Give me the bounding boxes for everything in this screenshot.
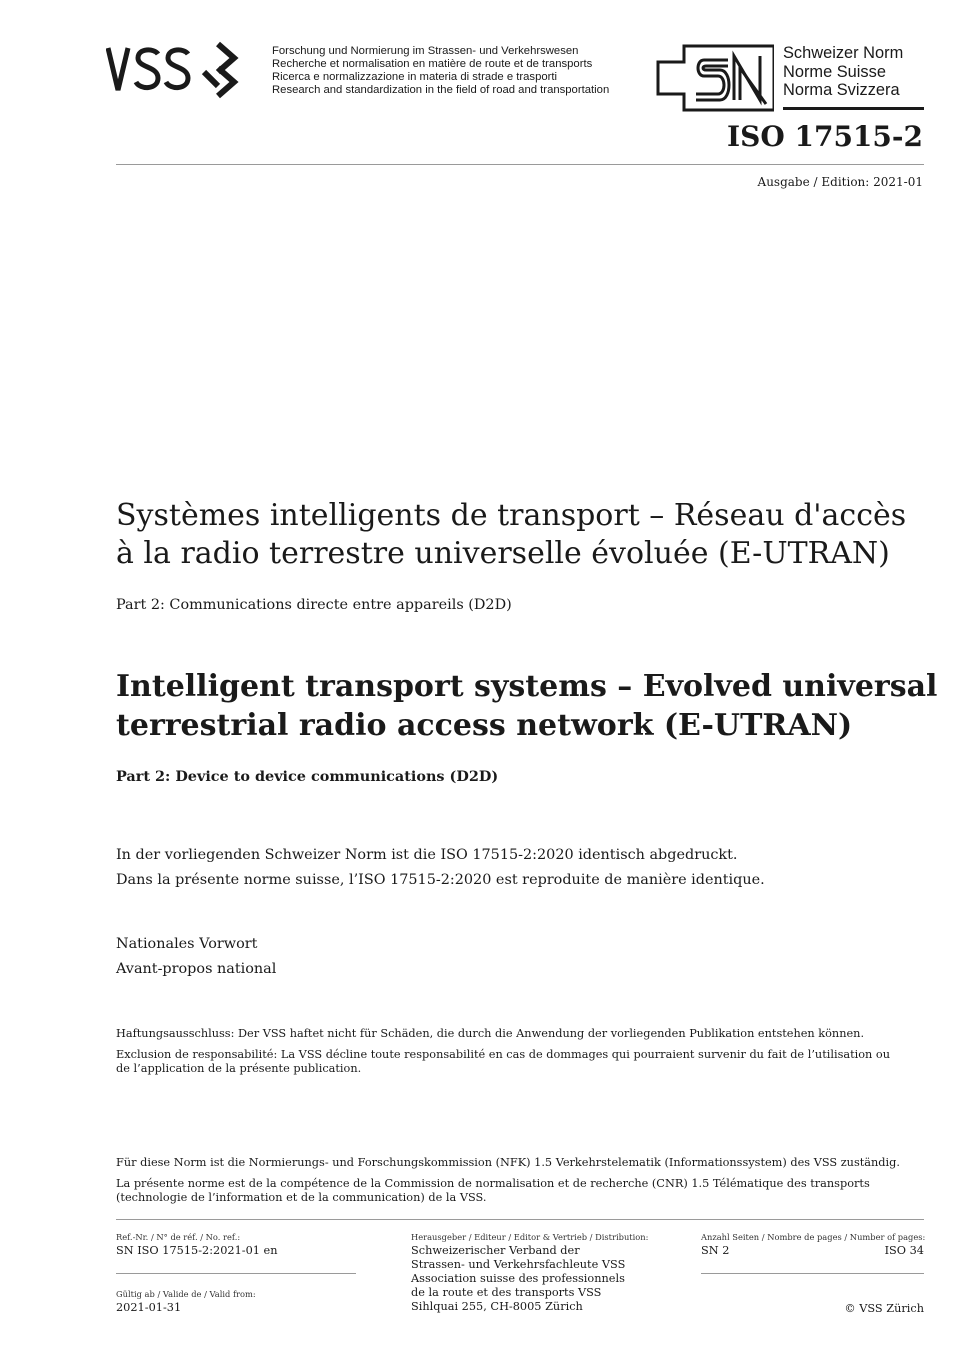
- iso-number: ISO 17515-2: [727, 120, 923, 153]
- identity-statement: [116, 843, 765, 893]
- disclaimer: [116, 1027, 906, 1083]
- national-foreword-fr: Avant-propos national: [116, 961, 277, 977]
- sn-name-fr: Norme Suisse: [783, 62, 886, 81]
- sn-names: [783, 44, 903, 100]
- vss-line-it: Ricerca e normalizzazione in materia di strade e trasporti: [272, 71, 558, 83]
- pages-label: Anzahl Seiten / Nombre de pages / Number of pages:: [701, 1232, 926, 1242]
- pages-sn: SN 2: [701, 1244, 730, 1257]
- copyright: © VSS Zürich: [844, 1302, 924, 1315]
- french-part: Part 2: Communications directe entre appareils (D2D): [116, 597, 512, 613]
- ref-value: SN ISO 17515-2:2021-01 en: [116, 1244, 278, 1257]
- national-foreword: [116, 932, 276, 982]
- edition: Ausgabe / Edition: 2021-01: [757, 175, 923, 189]
- identity-de: In der vorliegenden Schweizer Norm ist die ISO 17515-2:2020 identisch abgedruckt.: [116, 847, 738, 863]
- disclaimer-de: Haftungsausschluss: Der VSS haftet nicht für Schäden, die durch die Anwendung der vorliegenden Publikation entstehen können.: [116, 1027, 865, 1040]
- publisher-label: Herausgeber / Editeur / Editor & Vertrieb / Distribution:: [411, 1232, 649, 1242]
- ref-divider: [116, 1273, 356, 1274]
- vss-line-fr: Recherche et normalisation en matière de route et de transports: [272, 58, 593, 70]
- responsibility: [116, 1156, 916, 1212]
- vss-line-de: Forschung und Normierung im Strassen- und Verkehrswesen: [272, 45, 579, 57]
- valid-label: Gültig ab / Valide de / Valid from:: [116, 1289, 256, 1299]
- publisher-address: [411, 1244, 625, 1314]
- valid-value: 2021-01-31: [116, 1301, 182, 1314]
- national-foreword-de: Nationales Vorwort: [116, 936, 258, 952]
- publisher-line-1: Schweizerischer Verband der: [411, 1244, 580, 1257]
- identity-fr: Dans la présente norme suisse, l’ISO 17515-2:2020 est reproduite de manière identique.: [116, 872, 765, 888]
- publisher-line-5: Sihlquai 255, CH-8005 Zürich: [411, 1300, 583, 1313]
- responsibility-fr: La présente norme est de la compétence de la Commission de normalisation et de recherche (CNR) 1.5 Télématique des transports (technologie de l’information et de la communication) de la VSS.: [116, 1177, 870, 1204]
- french-title-line-1: Systèmes intelligents de transport – Réseau d'accès: [116, 498, 907, 533]
- sn-name-it: Norma Svizzera: [783, 81, 900, 100]
- english-title-line-2: terrestrial radio access network (E-UTRAN): [116, 708, 853, 743]
- sn-logo: [656, 44, 774, 112]
- ref-label: Ref.-Nr. / N° de réf. / No. ref.:: [116, 1232, 241, 1242]
- publisher-line-3: Association suisse des professionnels: [411, 1272, 625, 1285]
- vss-description: [272, 45, 609, 97]
- english-title: [116, 667, 938, 745]
- disclaimer-fr: Exclusion de responsabilité: La VSS décline toute responsabilité en cas de dommages qui pourraient survenir du fait de l’utilisation ou de l’application de la présente publication.: [116, 1048, 891, 1075]
- english-part: Part 2: Device to device communications (D2D): [116, 768, 499, 785]
- sn-underline: [783, 107, 924, 110]
- pages-iso: ISO 34: [884, 1244, 924, 1257]
- pages-divider: [701, 1273, 924, 1274]
- english-title-line-1: Intelligent transport systems – Evolved universal: [116, 669, 938, 704]
- sn-name-de: Schweizer Norm: [783, 44, 904, 62]
- french-title: [116, 497, 916, 573]
- publisher-line-4: de la route et des transports VSS: [411, 1286, 602, 1299]
- footer-divider: [116, 1219, 924, 1220]
- french-title-line-2: à la radio terrestre universelle évoluée (E-UTRAN): [116, 536, 890, 571]
- publisher-line-2: Strassen- und Verkehrsfachleute VSS: [411, 1258, 626, 1271]
- header-divider: [116, 164, 924, 165]
- responsibility-de: Für diese Norm ist die Normierungs- und Forschungskommission (NFK) 1.5 Verkehrstelematik (Informationssystem) des VSS zuständig.: [116, 1156, 900, 1169]
- vss-logo: [106, 40, 266, 100]
- vss-line-en: Research and standardization in the field of road and transportation: [272, 84, 610, 96]
